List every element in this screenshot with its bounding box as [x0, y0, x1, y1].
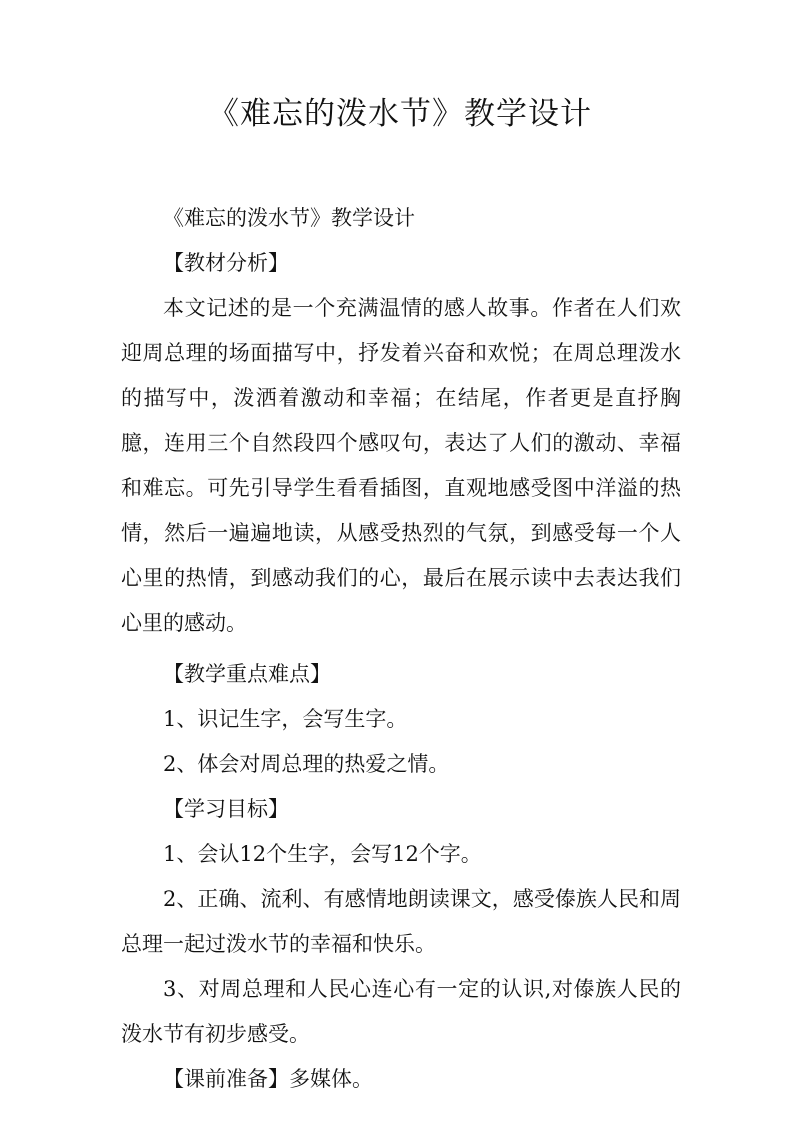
section-heading-textbook-analysis: 【教材分析】 [163, 251, 289, 275]
key-point-1: 1、识记生字，会写生字。 [163, 707, 408, 731]
analysis-paragraph: 本文记述的是一个充满温情的感人故事。作者在人们欢迎周总理的场面描写中，抒发着兴奋和欢悦；在周总理泼水的描写中，泼洒着激动和幸福；在结尾，作者更是直抒胸臆，连用三个自然段四个感叹句，表达了人们的激动、幸福和难忘。可先引导学生看看插图，直观地感受图中洋溢的热情，然后一遍遍地读，从感受热烈的气氛，到感受每一个人心里的热情，到感动我们的心，最后在展示读中去表达我们心里的感动。 [121, 296, 681, 635]
learning-goal-3: 3、对周总理和人民心连心有一定的认识,对傣族人民的泼水节有初步感受。 [121, 977, 681, 1046]
section-heading-preparation: 【课前准备】多媒体。 [163, 1067, 373, 1091]
subtitle-paragraph: 《难忘的泼水节》教学设计 [163, 206, 415, 230]
learning-goal-1: 1、会认12个生字，会写12个字。 [163, 842, 482, 866]
key-point-2: 2、体会对周总理的热爱之情。 [163, 752, 450, 776]
learning-goal-2: 2、正确、流利、有感情地朗读课文，感受傣族人民和周总理一起过泼水节的幸福和快乐。 [121, 887, 681, 956]
document-title: 《难忘的泼水节》教学设计 [208, 96, 592, 132]
section-heading-learning-goals: 【学习目标】 [163, 797, 289, 821]
section-heading-key-points: 【教学重点难点】 [163, 662, 331, 686]
document-body [121, 196, 681, 1102]
